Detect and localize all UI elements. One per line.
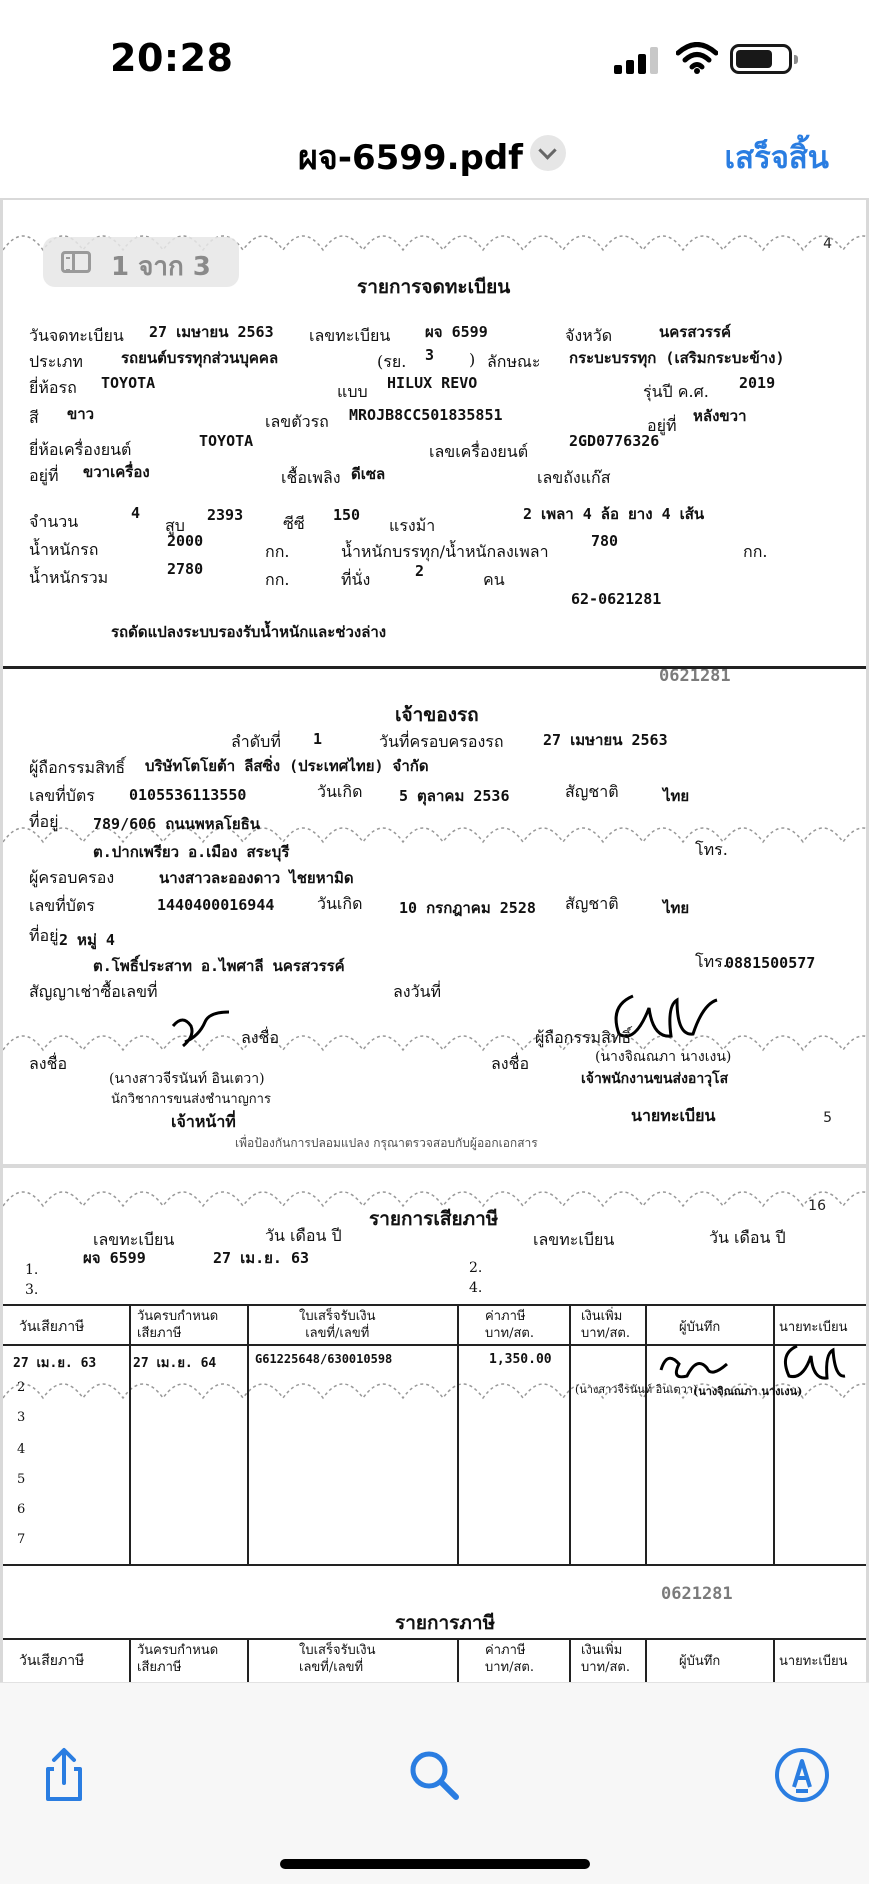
- label: เลขที่บัตร: [29, 786, 95, 805]
- label: น้ำหนักบรรทุก/น้ำหนักลงเพลา: [341, 542, 549, 561]
- faded-serial: 0621281: [659, 666, 731, 686]
- table-header: วันครบกำหนด เสียภาษี: [137, 1309, 219, 1341]
- holder-id: 0105536113550: [129, 786, 247, 804]
- row-number: 3: [17, 1410, 26, 1425]
- registrar-signature: [777, 1340, 863, 1384]
- model: HILUX REVO: [387, 374, 478, 392]
- row-number: 2: [17, 1380, 26, 1395]
- page-corner-number: 4: [823, 236, 832, 252]
- table-header: เงินเพิ่ม บาท/สต.: [581, 1643, 631, 1675]
- officer-name: (นางสาวจีรนันท์ อินเตวา): [109, 1071, 265, 1087]
- label: ลงชื่อ: [491, 1054, 530, 1073]
- owner-heading: เจ้าของรถ: [395, 704, 479, 726]
- vehicle-type: รถยนต์บรรทุกส่วนบุคคล: [121, 349, 279, 367]
- table-header: วันเสียภาษี: [19, 1319, 85, 1335]
- table-cell: 27 เม.ย. 63: [13, 1356, 97, 1371]
- occupant-phone: 0881500577: [725, 954, 816, 972]
- province: นครสวรรค์: [659, 323, 732, 341]
- table-cell: G61225648/630010598: [255, 1352, 393, 1366]
- label: โทร.: [695, 840, 728, 859]
- label: ลงชื่อ: [29, 1054, 68, 1073]
- markup-icon: [772, 1745, 832, 1805]
- holder-address-line2: ต.ปากเพรียว อ.เมือง สระบุรี: [93, 843, 290, 861]
- label: คน: [483, 570, 505, 589]
- vehicle-weight: 2000: [167, 532, 204, 550]
- engine-location: ขวาเครื่อง: [83, 463, 150, 481]
- divider: [3, 666, 866, 669]
- row-number: 7: [17, 1532, 26, 1547]
- label: ลำดับที่: [231, 732, 281, 751]
- label: เลขทะเบียน: [93, 1230, 175, 1249]
- wifi-icon: [676, 42, 718, 74]
- row-number: 6: [17, 1502, 26, 1517]
- label: ที่อยู่: [29, 812, 59, 831]
- chassis-number: MROJB8CC501835851: [349, 406, 503, 424]
- possession-date: 27 เมษายน 2563: [543, 731, 668, 749]
- page-footer-note: เพื่อป้องกันการปลอมแปลง กรุณาตรวจสอบกับผู้ออกเอกสาร: [235, 1136, 538, 1150]
- status-bar: [0, 0, 869, 100]
- label: อยู่ที่: [647, 416, 677, 435]
- index: 2.: [469, 1260, 483, 1276]
- label: ผู้ถือกรรมสิทธิ์: [535, 1028, 632, 1047]
- occupant-birth: 10 กรกฎาคม 2528: [399, 899, 536, 917]
- fuel-type: ดีเซล: [351, 465, 386, 483]
- battery-icon: [730, 44, 792, 74]
- label: สัญชาติ: [565, 894, 619, 913]
- ry-value: 3: [425, 346, 435, 364]
- label: กก.: [265, 542, 290, 561]
- table-header: ค่าภาษี บาท/สต.: [485, 1643, 535, 1675]
- cylinder-count: 4: [131, 504, 141, 522]
- share-icon: [34, 1745, 94, 1805]
- load-weight: 780: [591, 532, 619, 550]
- officer-signature: [163, 1008, 233, 1062]
- sidebar-icon: [61, 251, 91, 273]
- registrar-position: เจ้าพนักงานขนส่งอาวุโส: [581, 1071, 729, 1087]
- label: เลขตัวรถ: [265, 412, 329, 431]
- label: เชื้อเพลิง: [281, 468, 341, 487]
- label: รุ่นปี ค.ศ.: [643, 382, 709, 401]
- modification-note: รถดัดแปลงระบบรองรับน้ำหนักและช่วงล่าง: [111, 623, 387, 641]
- occupant-address-line1: 2 หมู่ 4: [59, 931, 115, 949]
- label: แบบ: [337, 382, 368, 401]
- label: สูบ: [165, 516, 185, 535]
- label: ยี่ห้อเครื่องยนต์: [29, 440, 132, 459]
- pdf-page-1: [3, 200, 866, 1164]
- holder-birth: 5 ตุลาคม 2536: [399, 787, 510, 805]
- label: สี: [29, 408, 39, 427]
- label: วันเกิด: [317, 894, 363, 913]
- label: ): [469, 350, 476, 369]
- label: วันจดทะเบียน: [29, 326, 124, 345]
- label: ที่อยู่: [29, 926, 59, 945]
- owner-sequence: 1: [313, 730, 323, 748]
- color: ขาว: [67, 405, 95, 423]
- label: เลขทะเบียน: [309, 326, 391, 345]
- label: เลขเครื่องยนต์: [429, 442, 529, 461]
- label: สัญชาติ: [565, 782, 619, 801]
- label: เลขที่บัตร: [29, 896, 95, 915]
- officer-position: นักวิชาการขนส่งชำนาญการ: [111, 1092, 271, 1107]
- page-indicator[interactable]: [43, 237, 239, 287]
- status-time: 20:28: [110, 36, 234, 80]
- serial-number: 62-0621281: [571, 590, 662, 608]
- label: วัน เดือน ปี: [265, 1226, 342, 1245]
- label: โทร.: [695, 952, 728, 971]
- label: เลขถังแก๊ส: [537, 468, 611, 487]
- faded-serial: 0621281: [661, 1584, 733, 1604]
- axle-info: 2 เพลา 4 ล้อ ยาง 4 เส้น: [523, 505, 705, 523]
- label: สัญญาเช่าซื้อเลขที่: [29, 982, 158, 1001]
- navigation-bar: [0, 100, 869, 198]
- done-button[interactable]: เสร็จสิ้น: [725, 132, 829, 182]
- table-header: วันเสียภาษี: [19, 1653, 85, 1669]
- table-header: นายทะเบียน: [779, 1320, 848, 1335]
- table-header: ผู้บันทึก: [679, 1320, 721, 1335]
- label: จังหวัด: [565, 326, 613, 345]
- table-header: ใบเสร็จรับเงิน เลขที่/เลขที่: [299, 1309, 376, 1341]
- seats: 2: [415, 562, 425, 580]
- holder-name: บริษัทโตโยต้า ลีสซิ่ง (ประเทศไทย) จำกัด: [145, 757, 429, 775]
- body-style: กระบะบรรทุก (เสริมกระบะข้าง): [569, 349, 785, 367]
- search-button[interactable]: [404, 1745, 464, 1805]
- label: น้ำหนักรถ: [29, 540, 99, 559]
- occupant-address-line2: ต.โพธิ์ประสาท อ.ไพศาลี นครสวรรค์: [93, 957, 345, 975]
- label: ผู้ครอบครอง: [29, 868, 115, 887]
- label: แรงม้า: [389, 516, 436, 535]
- row-number: 4: [17, 1442, 26, 1457]
- tax-heading-2: รายการภาษี: [395, 1612, 496, 1634]
- pdf-page-2: [3, 1168, 866, 1682]
- horsepower: 150: [333, 506, 361, 524]
- label: เลขทะเบียน: [533, 1230, 615, 1249]
- label: วันเกิด: [317, 782, 363, 801]
- holder-address-line1: 789/606 ถนนพหลโยธิน: [93, 815, 261, 833]
- tax-heading: รายการเสียภาษี: [369, 1208, 499, 1230]
- table-cell: (นางจิณณภา นางเงน): [693, 1385, 803, 1398]
- plate-number: ผจ 6599: [425, 323, 488, 341]
- table-header: ค่าภาษี บาท/สต.: [485, 1309, 535, 1341]
- registration-date: 27 เมษายน 2563: [149, 323, 274, 341]
- table-cell: 1,350.00: [489, 1352, 552, 1367]
- table-header: ผู้บันทึก: [679, 1654, 721, 1669]
- engine-number: 2GD0776326: [569, 432, 660, 450]
- tax-plate: ผจ 6599: [83, 1249, 146, 1267]
- occupant-id: 1440400016944: [157, 896, 275, 914]
- label: น้ำหนักรวม: [29, 568, 109, 587]
- label: ซีซี: [283, 514, 305, 533]
- label: ลงวันที่: [393, 982, 442, 1001]
- page-corner-number: 16: [808, 1198, 826, 1214]
- table-header: วันครบกำหนด เสียภาษี: [137, 1643, 219, 1675]
- label: ลักษณะ: [487, 352, 541, 371]
- row-number: 5: [17, 1472, 26, 1487]
- markup-button[interactable]: [772, 1745, 832, 1805]
- label: วัน เดือน ปี: [709, 1228, 786, 1247]
- chevron-down-icon[interactable]: [530, 135, 566, 171]
- occupant-nationality: ไทย: [663, 899, 690, 917]
- document-title[interactable]: ผจ-6599.pdf: [298, 138, 523, 178]
- label: (รย.: [377, 352, 407, 371]
- label: วันที่ครอบครองรถ: [379, 732, 504, 751]
- label: ผู้ถือกรรมสิทธิ์: [29, 758, 126, 777]
- home-indicator[interactable]: [280, 1859, 590, 1869]
- search-icon: [404, 1745, 464, 1805]
- label: จำนวน: [29, 512, 79, 531]
- label: กก.: [743, 542, 768, 561]
- recorder-signature: [655, 1344, 745, 1384]
- index: 4.: [469, 1280, 483, 1296]
- registrar-name: (นางจิณณภา นางเงน): [595, 1049, 732, 1065]
- cellular-signal-icon: [614, 46, 660, 74]
- holder-nationality: ไทย: [663, 787, 690, 805]
- label: ที่นั่ง: [341, 570, 371, 589]
- registrar-title: นายทะเบียน: [631, 1106, 716, 1125]
- occupant-name: นางสาวละอองดาว ไชยหามิด: [159, 869, 354, 887]
- index: 3.: [25, 1282, 39, 1298]
- label: ประเภท: [29, 352, 83, 371]
- table-header: นายทะเบียน: [779, 1654, 848, 1669]
- pdf-viewer[interactable]: [0, 198, 869, 1682]
- model-year: 2019: [739, 374, 776, 392]
- bottom-toolbar: [0, 1682, 869, 1884]
- registration-heading: รายการจดทะเบียน: [357, 276, 511, 298]
- table-header: ใบเสร็จรับเงิน เลขที่/เลขที่: [299, 1643, 376, 1675]
- index: 1.: [25, 1262, 39, 1278]
- label: อยู่ที่: [29, 466, 59, 485]
- label: ยี่ห้อรถ: [29, 378, 77, 397]
- officer-title: เจ้าหน้าที่: [171, 1112, 236, 1131]
- table-cell: 27 เม.ย. 64: [133, 1356, 217, 1371]
- brand: TOYOTA: [101, 374, 156, 392]
- label: ลงชื่อ: [241, 1028, 280, 1047]
- engine-brand: TOYOTA: [199, 432, 254, 450]
- share-button[interactable]: [34, 1745, 94, 1805]
- table-cell: (นางสาวจีรนันท์ อินเตวา): [575, 1383, 698, 1396]
- gross-weight: 2780: [167, 560, 204, 578]
- label: กก.: [265, 570, 290, 589]
- displacement: 2393: [207, 506, 244, 524]
- page-indicator-label: 1 จาก 3: [111, 252, 211, 282]
- table-header: เงินเพิ่ม บาท/สต.: [581, 1309, 631, 1341]
- page-corner-number: 5: [823, 1110, 832, 1126]
- tax-plate-date: 27 เม.ย. 63: [213, 1249, 310, 1267]
- chassis-location: หลังขวา: [693, 407, 747, 425]
